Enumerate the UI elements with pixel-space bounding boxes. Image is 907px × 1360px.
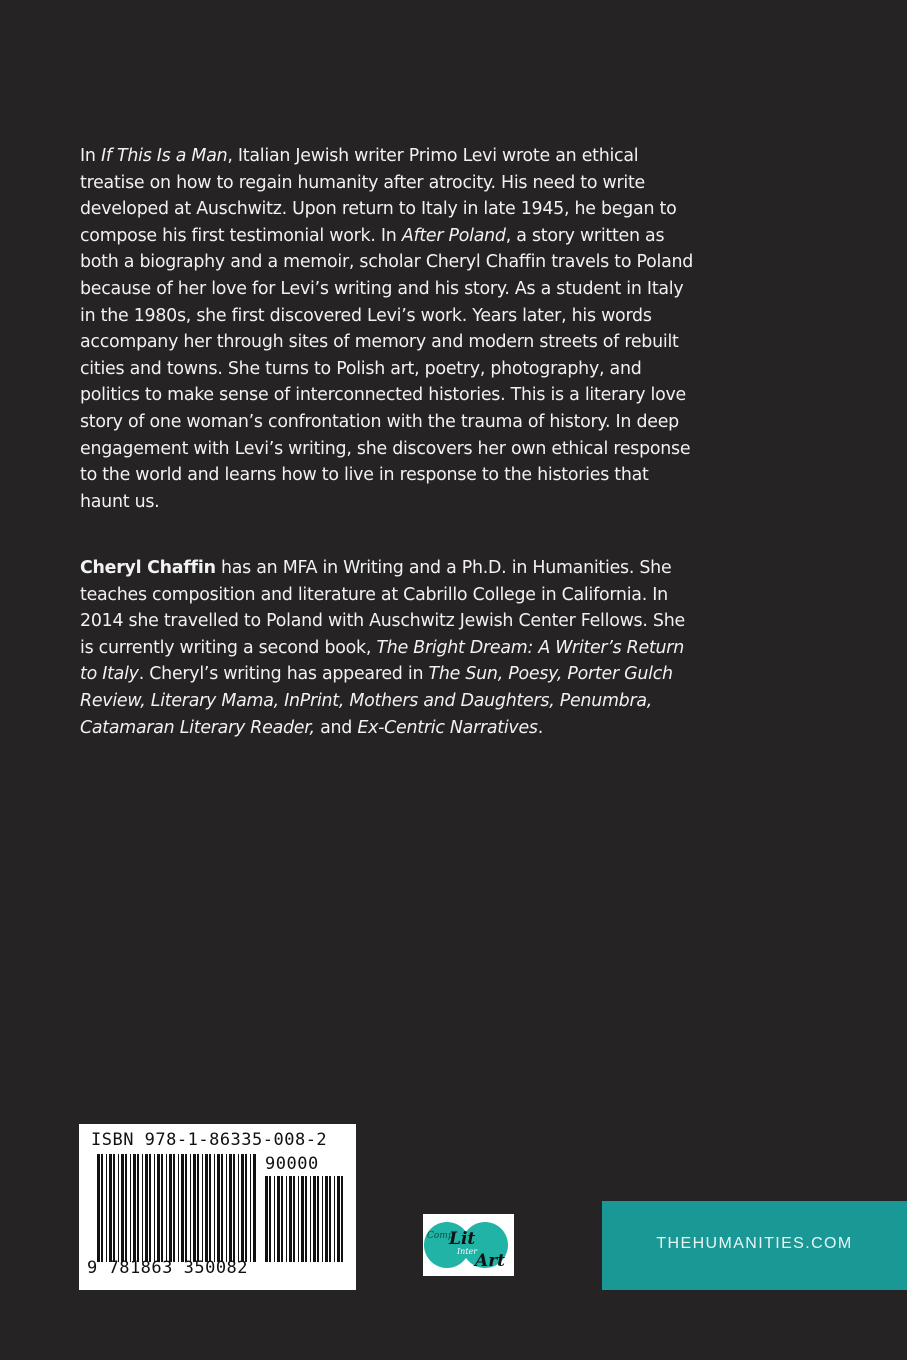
barcode-bar — [166, 1154, 167, 1262]
logo-word-inter: Inter — [457, 1247, 478, 1256]
bio-text: has an MFA in Writing and a Ph.D. in Humanities. She teaches composition and literature at Cabrillo College in California. In 2014 she travelled to Poland with Auschwitz Jewish Center Fellows. She is currently writing a second book, — [80, 558, 685, 658]
publication-list: The Sun, Poesy, Porter Gulch Review, Literary Mama, InPrint, Mothers and Daughters, Penumbra, Catamaran Literary Reader, — [80, 664, 673, 738]
barcode-bar — [277, 1176, 280, 1262]
blurb-text: In — [80, 146, 101, 166]
author-name: Cheryl Chaffin — [80, 558, 216, 578]
barcode-bar — [322, 1176, 323, 1262]
ean-number: 9 781863 350082 — [87, 1258, 249, 1278]
barcode-bar — [142, 1154, 143, 1262]
book-title-if-this-is-a-man: If This Is a Man — [100, 146, 228, 166]
complit-interart-logo — [423, 1214, 514, 1276]
barcode-bar — [281, 1176, 283, 1262]
barcode-bar — [301, 1176, 304, 1262]
barcode-bars — [97, 1154, 257, 1262]
barcode-bar — [106, 1154, 107, 1262]
barcode-bar — [286, 1176, 287, 1262]
website-url[interactable]: THEHUMANITIES.COM — [656, 1235, 853, 1252]
barcode-bar — [130, 1154, 131, 1262]
barcode-bar — [121, 1154, 124, 1262]
barcode-bar — [109, 1154, 112, 1262]
barcode-bar — [341, 1176, 343, 1262]
barcode-bar — [265, 1176, 268, 1262]
barcode-bar — [226, 1154, 227, 1262]
book-title-after-poland: After Poland — [401, 225, 506, 246]
barcode-bar — [217, 1154, 220, 1262]
barcode-bar — [310, 1176, 311, 1262]
barcode-bar — [181, 1154, 184, 1262]
barcode-bar — [97, 1154, 100, 1262]
addon-barcode-bars — [265, 1176, 345, 1262]
logo-word-comp: Comp — [427, 1231, 454, 1241]
barcode-bar — [317, 1176, 319, 1262]
author-bio — [80, 555, 700, 741]
barcode-bar — [274, 1176, 275, 1262]
logo-word-lit: Lit — [449, 1229, 476, 1249]
barcode-bar — [118, 1154, 119, 1262]
barcode-bar — [305, 1176, 307, 1262]
barcode-bar — [145, 1154, 148, 1262]
barcode-bar — [334, 1176, 335, 1262]
isbn-barcode — [79, 1124, 356, 1290]
barcode-bar — [178, 1154, 179, 1262]
barcode-bar — [137, 1154, 139, 1262]
barcode-bar — [133, 1154, 136, 1262]
barcode-bar — [241, 1154, 244, 1262]
barcode-bar — [325, 1176, 328, 1262]
barcode-bar — [229, 1154, 232, 1262]
blurb-text: , a story written as both a biography and a memoir, scholar Cheryl Chaffin travels to Poland because of her love for Levi’s writing and his story. As a student in Italy in the 1980s, she first discovered Levi’s work. Years later, his words accompany her through sites of memory and modern streets of rebuilt cities and towns. She turns to Polish art, poetry, photography, and politics to make sense of interconnected histories. This is a literary love story of one woman’s confrontation with the trauma of history. In deep engagement with Levi’s writing, she discovers her own ethical response to the world and learns how to live in response to the histories that haunt us. — [80, 225, 694, 512]
blurb-text: , Italian Jewish writer Primo Levi wrote an ethical treatise on how to regain humanity after atrocity. His need to write developed at Auschwitz. Upon return to Italy in late 1945, he began to compose his first testimonial work. In — [80, 146, 677, 246]
barcode-bar — [202, 1154, 203, 1262]
barcode-bar — [250, 1154, 251, 1262]
barcode-bar — [253, 1154, 256, 1262]
website-banner — [602, 1201, 907, 1290]
barcode-bar — [157, 1154, 160, 1262]
publisher-logo — [423, 1214, 514, 1276]
isbn-label: ISBN 978-1-86335-008-2 — [91, 1130, 328, 1150]
barcode-bar — [289, 1176, 292, 1262]
barcode-bar — [193, 1154, 196, 1262]
barcode-bar — [190, 1154, 191, 1262]
logo-word-art: Art — [475, 1251, 505, 1271]
barcode-bar — [101, 1154, 103, 1262]
barcode-bar — [205, 1154, 208, 1262]
barcode-bar — [298, 1176, 299, 1262]
bio-text: . — [537, 717, 544, 738]
barcode-bar — [113, 1154, 115, 1262]
barcode-bar — [169, 1154, 172, 1262]
barcode-bar — [238, 1154, 239, 1262]
barcode-bar — [337, 1176, 340, 1262]
barcode-bar — [233, 1154, 235, 1262]
barcode-bar — [161, 1154, 163, 1262]
barcode-bar — [214, 1154, 215, 1262]
barcode-bar — [125, 1154, 127, 1262]
barcode-bar — [221, 1154, 223, 1262]
barcode-bar — [313, 1176, 316, 1262]
barcode-bar — [269, 1176, 271, 1262]
price-addon-number: 90000 — [265, 1154, 319, 1174]
barcode-bar — [293, 1176, 295, 1262]
barcode-bar — [149, 1154, 151, 1262]
barcode-bar — [185, 1154, 187, 1262]
second-book-title: The Bright Dream: A Writer’s Return to Italy — [80, 637, 684, 685]
back-cover-blurb — [80, 143, 700, 515]
barcode-bar — [154, 1154, 155, 1262]
bio-text: and — [314, 717, 358, 738]
barcode-bar — [209, 1154, 211, 1262]
bio-text: . Cheryl’s writing has appeared in — [138, 664, 429, 685]
barcode-bar — [245, 1154, 247, 1262]
barcode-bar — [173, 1154, 175, 1262]
barcode-bar — [329, 1176, 331, 1262]
barcode-bar — [197, 1154, 199, 1262]
publication-ex-centric: Ex-Centric Narratives — [357, 717, 538, 738]
